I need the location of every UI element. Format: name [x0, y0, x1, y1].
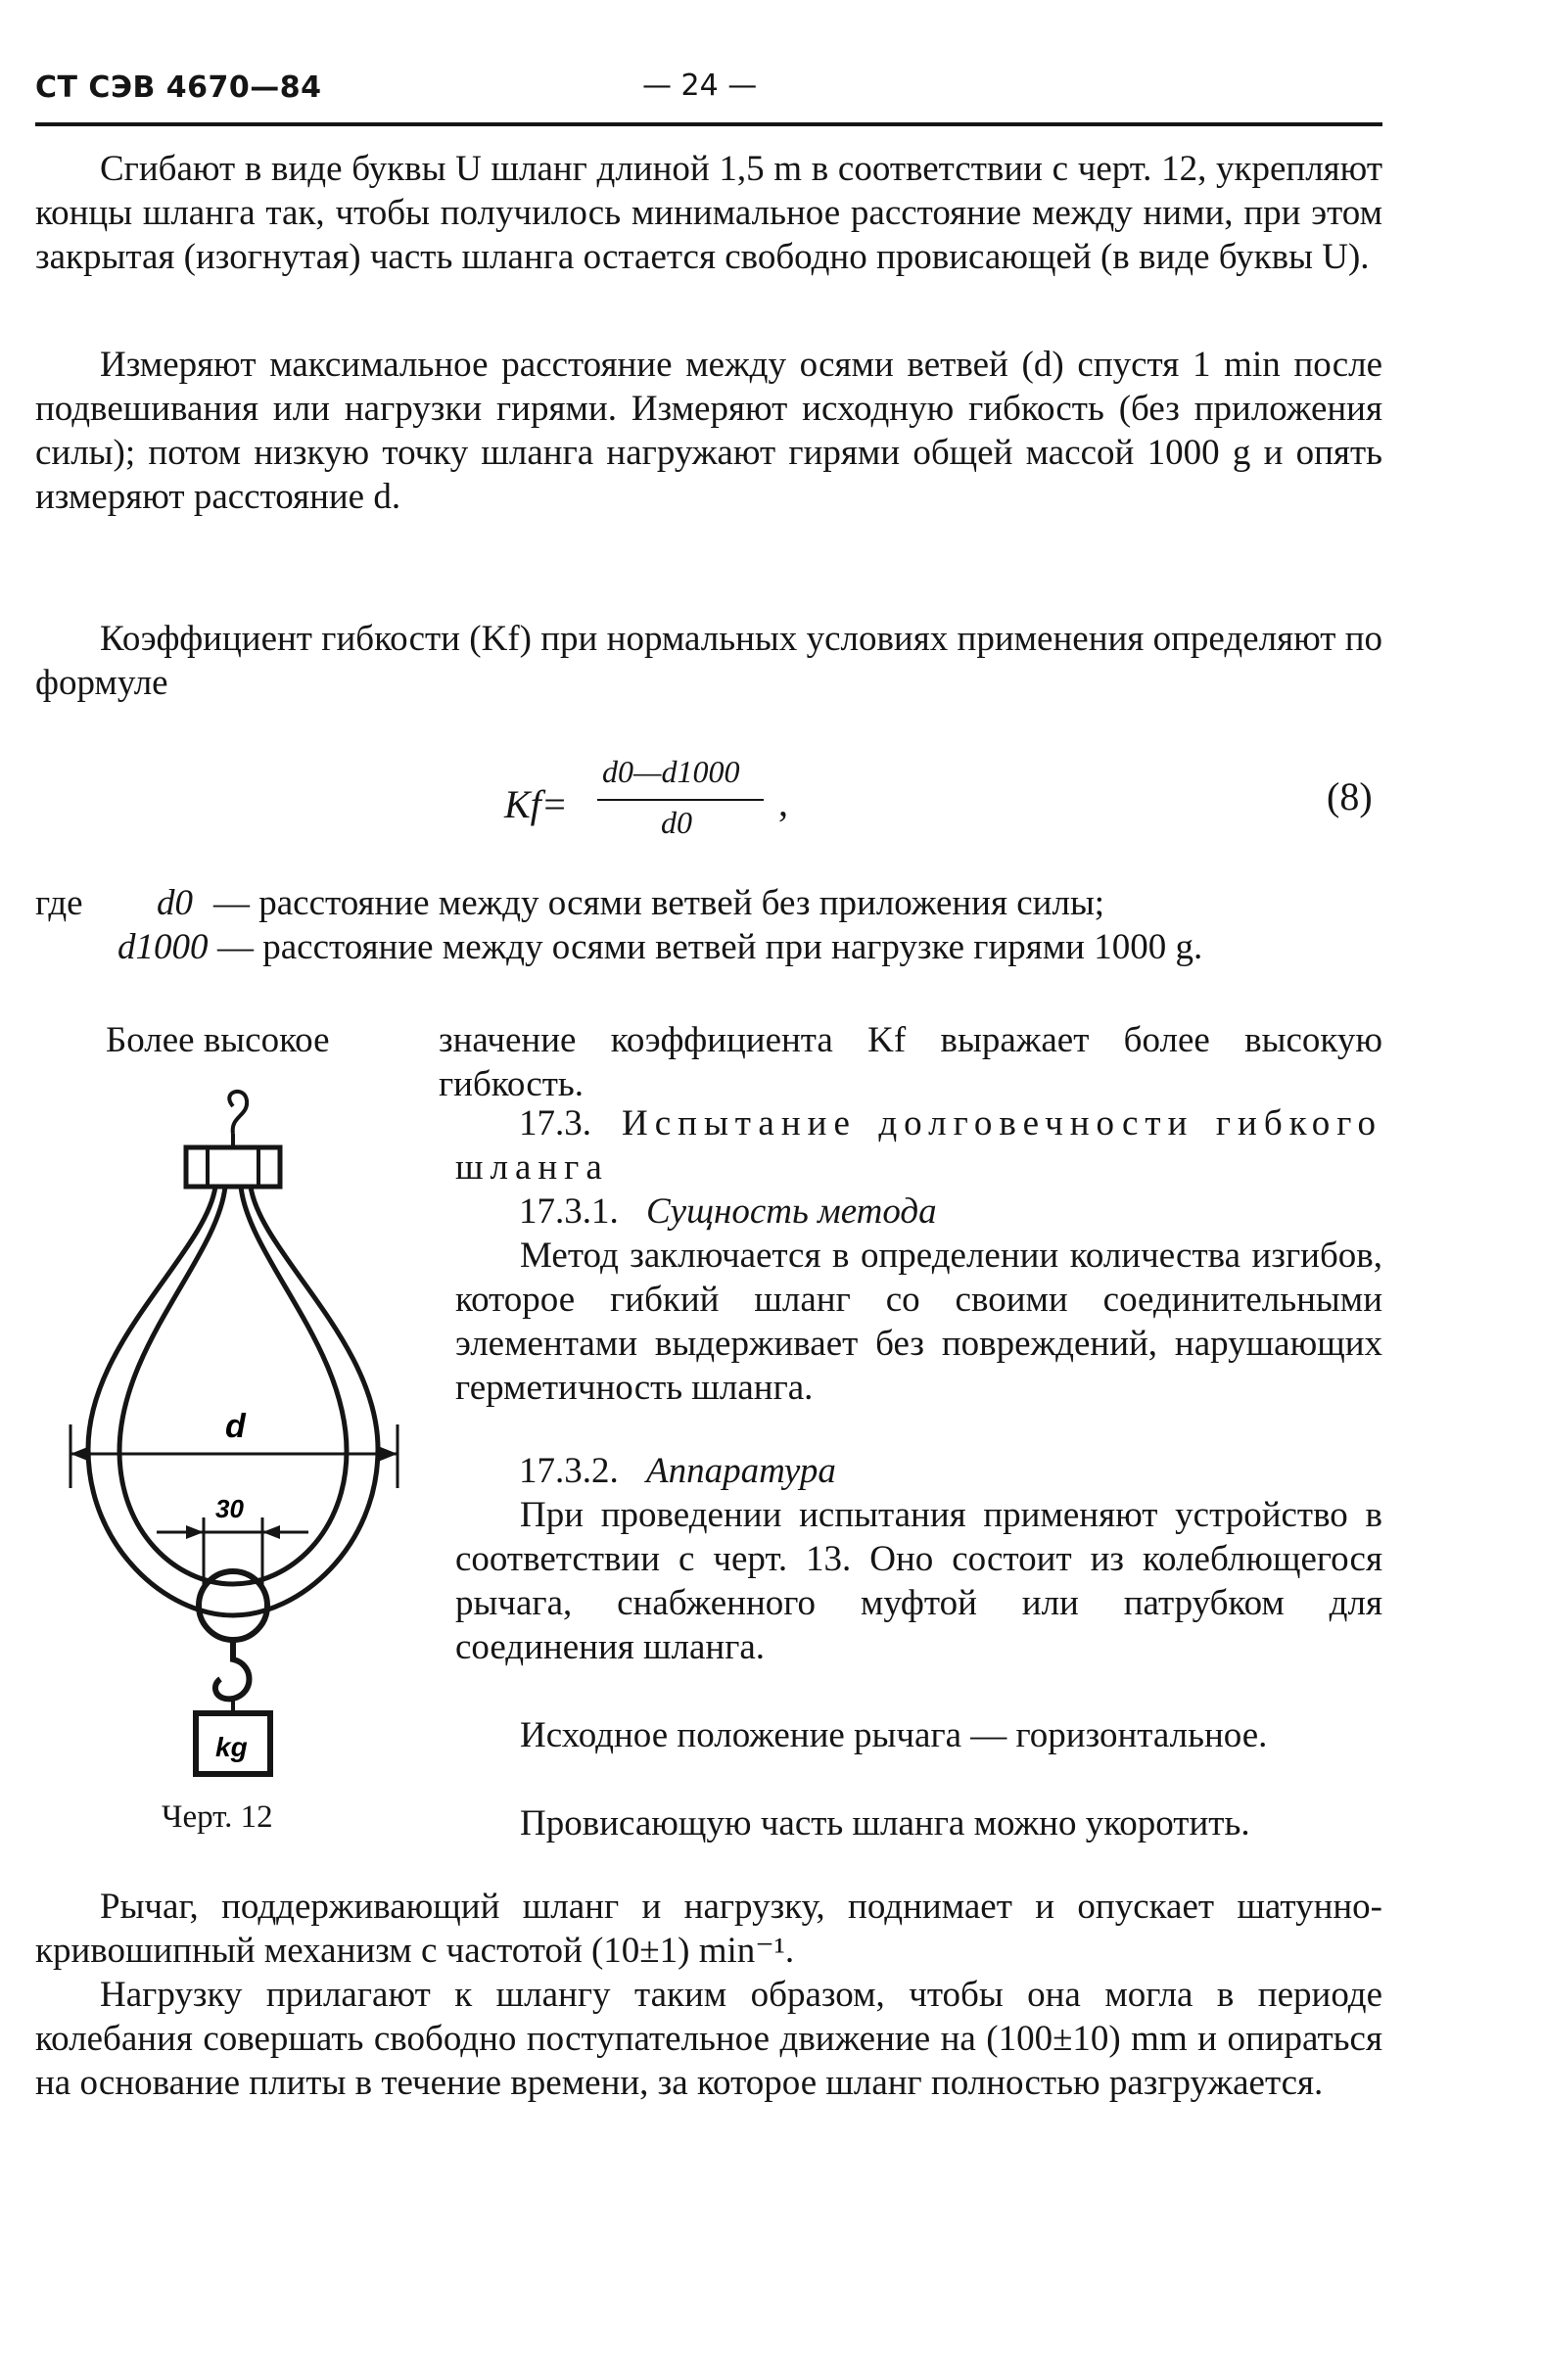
paragraph-higher-lead: Более высокое	[106, 1020, 330, 1060]
paragraph-lever: Рычаг, поддерживающий шланг и нагрузку, поднимает и опускает шатунно-кривошипный механизм с частотой (10±1) min⁻¹.	[35, 1887, 1382, 1971]
label-d: d	[225, 1408, 246, 1445]
paragraph-load: Нагрузку прилагают к шлангу таким образом, чтобы она могла в периоде колебания совершать свободно поступательное движение на (100±10) mm и опираться на основание плиты в течение времени, за которое шланг полностью разгружается.	[35, 1975, 1382, 2103]
section-number: 17.3.	[519, 1103, 591, 1143]
subsection-1-title: Сущность метода	[646, 1191, 937, 1232]
page-header	[35, 69, 1382, 119]
subsection-2-shorten: Провисающую часть шланга можно укоротить.	[520, 1803, 1250, 1843]
label-kg: kg	[215, 1732, 248, 1762]
top-hook-shape	[229, 1092, 247, 1134]
standard-code: СТ СЭВ 4670—84	[35, 70, 322, 105]
definition-d0-text: — расстояние между осями ветвей без приложения силы;	[213, 883, 1105, 923]
formula-number: (8)	[1327, 774, 1373, 818]
label-30: 30	[215, 1494, 244, 1523]
lower-hook-shape	[215, 1640, 250, 1699]
formula-numerator: d0—d1000	[602, 754, 740, 789]
formula-comma: ,	[778, 780, 788, 824]
definition-d1000-text: — расстояние между осями ветвей при нагрузке гирями 1000 g.	[217, 927, 1203, 967]
formula-lhs: Kf=	[504, 782, 568, 826]
hose-figure	[59, 1087, 421, 1811]
paragraph-coefficient: Коэффициент гибкости (Kf) при нормальных условиях применения определяют по формуле	[35, 619, 1382, 703]
definition-d1000-symbol: d1000	[117, 927, 209, 967]
definitions-where: где	[35, 883, 83, 923]
header-divider	[35, 122, 1382, 126]
section-title: Испытание долговечности гибкого шланга	[455, 1103, 1382, 1188]
hose-outer-shape	[88, 1187, 378, 1615]
paragraph-bending: Сгибают в виде буквы U шланг длиной 1,5 m в соответствии с черт. 12, укрепляют концы шланга так, чтобы получилось минимальное расстояние между ними, при этом закрытая (изогнутая) часть шланга остается свободно провисающей (в виде буквы U).	[35, 149, 1382, 277]
subsection-2-number: 17.3.2.	[519, 1451, 619, 1491]
paragraph-measurement: Измеряют максимальное расстояние между осями ветвей (d) спустя 1 min после подвешивания или нагрузки гирями. Измеряют исходную гибкость (без приложения силы); потом низкую точку шланга нагружают гирями общей массой 1000 g и опять измеряют расстояние d.	[35, 345, 1382, 517]
paragraph-higher-rest: значение коэффициента Kf выражает более высокую гибкость.	[439, 1020, 1382, 1104]
subsection-2-title: Аппаратура	[646, 1451, 836, 1491]
formula-denominator: d0	[661, 805, 692, 840]
subsection-1-number: 17.3.1.	[519, 1191, 619, 1232]
page-number: — 24 —	[642, 69, 758, 103]
hose-inner-shape	[119, 1187, 347, 1584]
definition-d0-symbol: d0	[157, 883, 193, 923]
clamp-shape	[186, 1147, 280, 1187]
subsection-1-text: Метод заключается в определении количества изгибов, которое гибкий шланг со своими соединительными элементами выдерживает без повреждений, нарушающих герметичность шланга.	[455, 1236, 1382, 1408]
fraction-bar	[597, 799, 764, 801]
subsection-2-initial-position: Исходное положение рычага — горизонтальное.	[520, 1715, 1268, 1755]
formula-8	[494, 754, 1385, 852]
figure-caption: Черт. 12	[162, 1799, 273, 1835]
subsection-2-text: При проведении испытания применяют устройство в соответствии с черт. 13. Оно состоит из колеблющегося рычага, снабженного муфтой или патрубком для соединения шланга.	[455, 1495, 1382, 1667]
